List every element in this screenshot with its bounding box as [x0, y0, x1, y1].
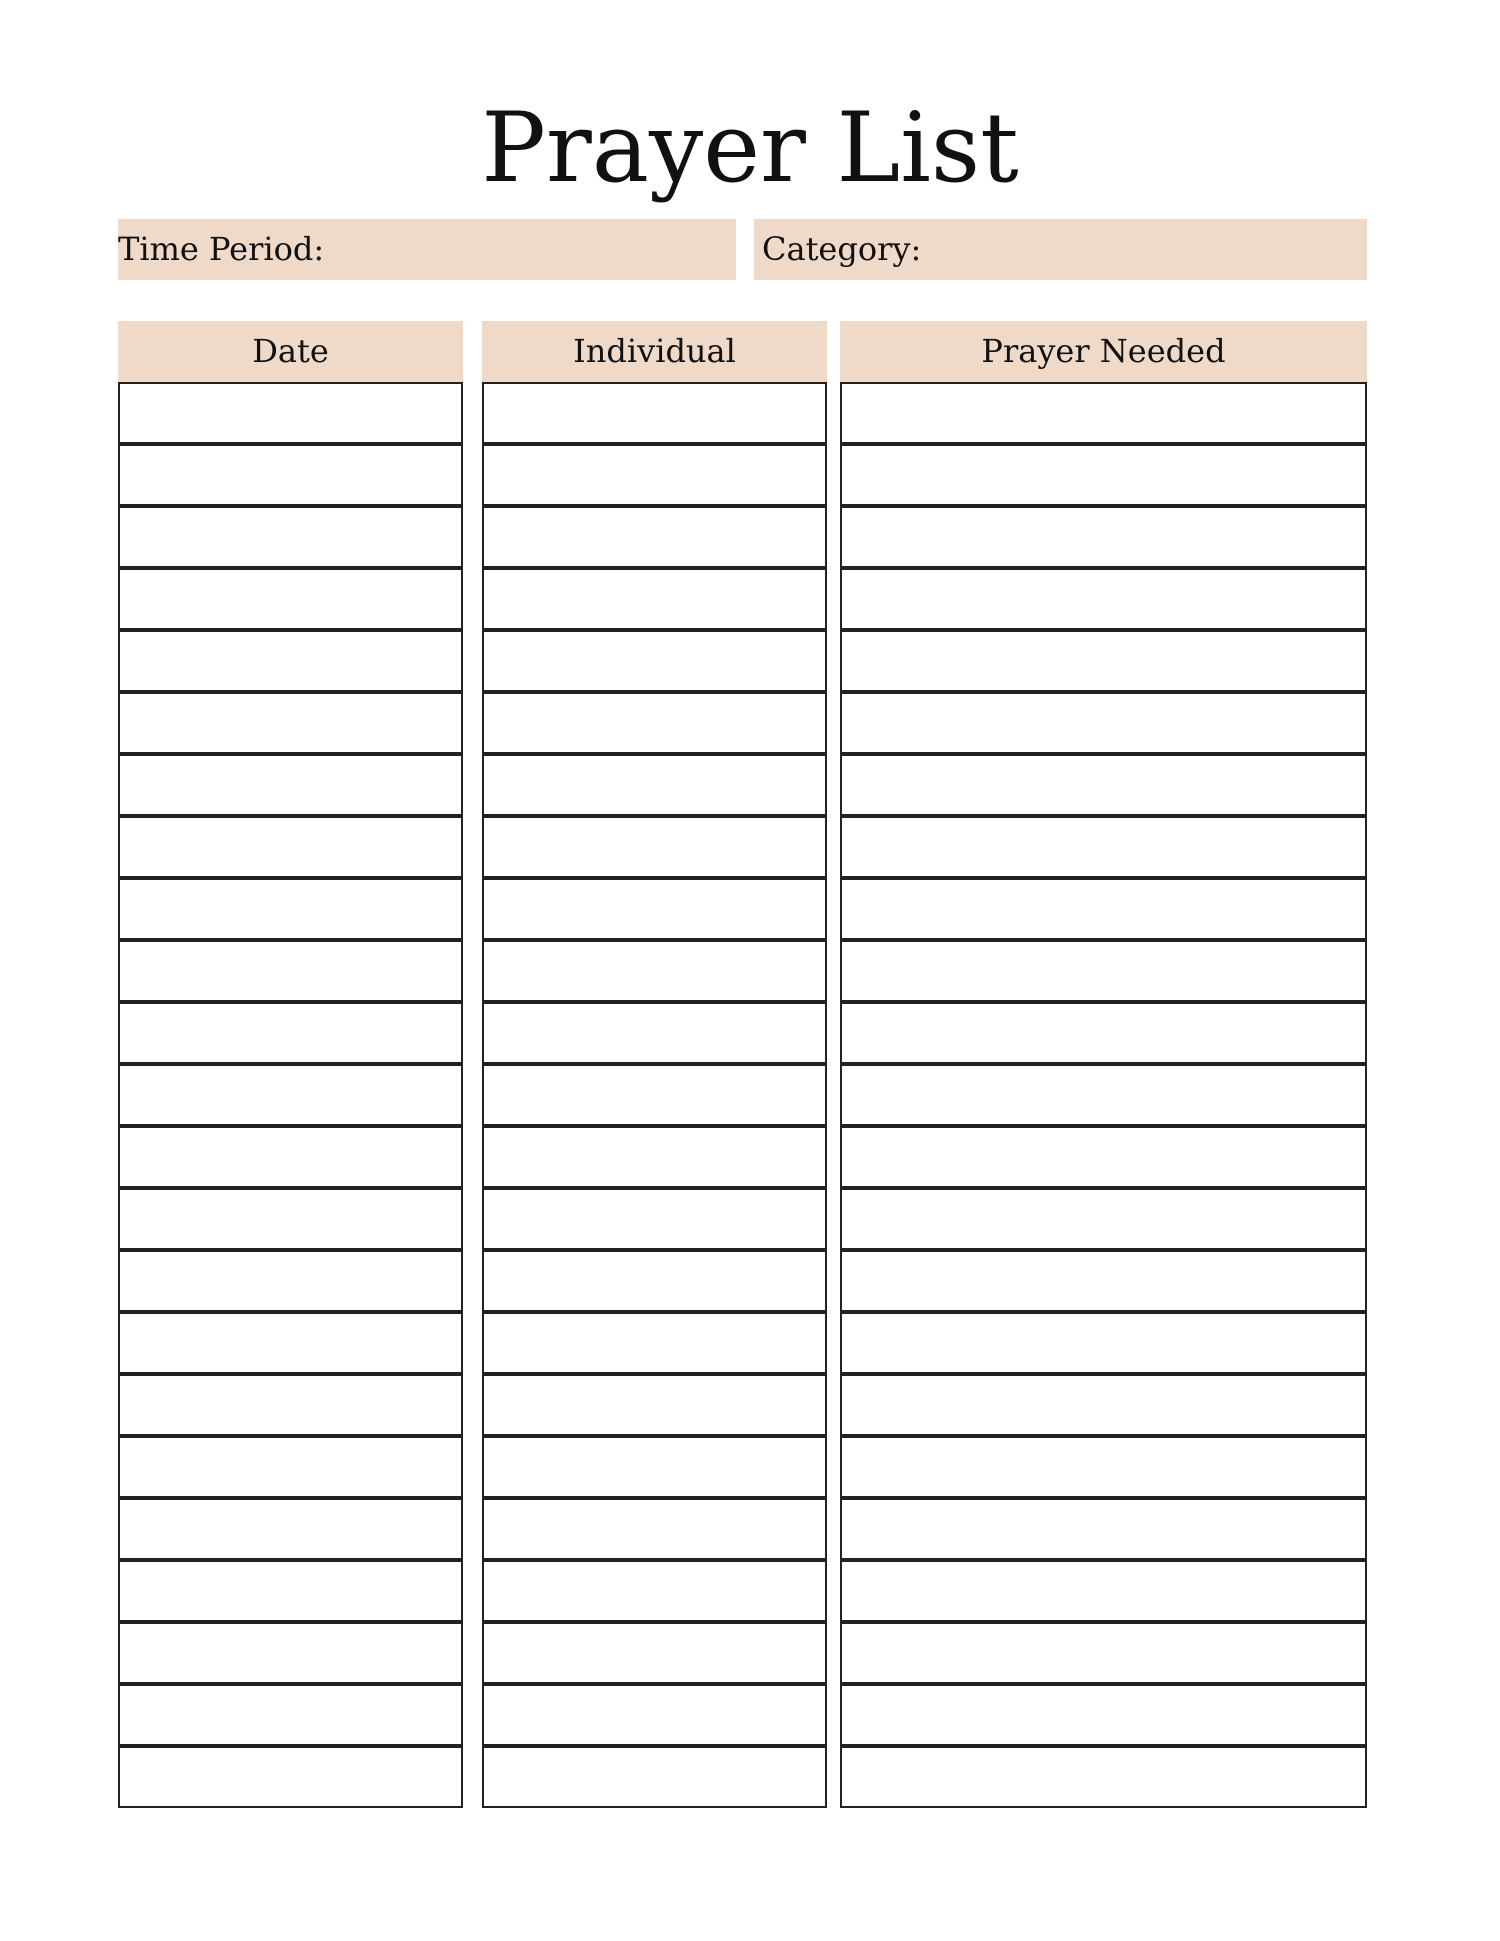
individual-cell[interactable] — [482, 1002, 827, 1064]
prayer-needed-cell[interactable] — [840, 754, 1367, 816]
date-cell[interactable] — [118, 1622, 463, 1684]
date-cell[interactable] — [118, 1746, 463, 1808]
date-column-header: Date — [118, 321, 463, 382]
individual-cell[interactable] — [482, 878, 827, 940]
prayer-needed-cell[interactable] — [840, 1250, 1367, 1312]
date-cell[interactable] — [118, 1436, 463, 1498]
date-cell[interactable] — [118, 1374, 463, 1436]
prayer-needed-cell[interactable] — [840, 506, 1367, 568]
individual-column — [482, 321, 827, 1808]
date-cell[interactable] — [118, 1064, 463, 1126]
individual-cell[interactable] — [482, 940, 827, 1002]
prayer-needed-cell[interactable] — [840, 382, 1367, 444]
prayer-needed-cell[interactable] — [840, 1560, 1367, 1622]
individual-cell[interactable] — [482, 1746, 827, 1808]
individual-cell[interactable] — [482, 1622, 827, 1684]
prayer-needed-cell[interactable] — [840, 444, 1367, 506]
date-cell[interactable] — [118, 1560, 463, 1622]
prayer-needed-cell[interactable] — [840, 630, 1367, 692]
date-cell[interactable] — [118, 1684, 463, 1746]
individual-cell[interactable] — [482, 1374, 827, 1436]
prayer-needed-column-header: Prayer Needed — [840, 321, 1367, 382]
date-cell[interactable] — [118, 940, 463, 1002]
individual-cell[interactable] — [482, 1250, 827, 1312]
prayer-needed-cells — [840, 382, 1367, 1808]
prayer-needed-cell[interactable] — [840, 1746, 1367, 1808]
prayer-needed-cell[interactable] — [840, 1064, 1367, 1126]
individual-cell[interactable] — [482, 1684, 827, 1746]
individual-cell[interactable] — [482, 444, 827, 506]
individual-cell[interactable] — [482, 1126, 827, 1188]
individual-cell[interactable] — [482, 1188, 827, 1250]
individual-cell[interactable] — [482, 816, 827, 878]
prayer-needed-cell[interactable] — [840, 878, 1367, 940]
individual-cell[interactable] — [482, 382, 827, 444]
prayer-needed-cell[interactable] — [840, 1188, 1367, 1250]
individual-cell[interactable] — [482, 692, 827, 754]
prayer-needed-cell[interactable] — [840, 1622, 1367, 1684]
category-field[interactable] — [754, 219, 1367, 280]
date-cell[interactable] — [118, 568, 463, 630]
individual-cell[interactable] — [482, 1436, 827, 1498]
date-cell[interactable] — [118, 444, 463, 506]
prayer-needed-cell[interactable] — [840, 1312, 1367, 1374]
individual-cells — [482, 382, 827, 1808]
prayer-needed-cell[interactable] — [840, 816, 1367, 878]
date-cell[interactable] — [118, 1312, 463, 1374]
page-title: Prayer List — [481, 92, 1019, 204]
date-cell[interactable] — [118, 1498, 463, 1560]
individual-cell[interactable] — [482, 1064, 827, 1126]
prayer-needed-cell[interactable] — [840, 568, 1367, 630]
prayer-needed-cell[interactable] — [840, 692, 1367, 754]
date-cells — [118, 382, 463, 1808]
prayer-needed-cell[interactable] — [840, 1498, 1367, 1560]
date-cell[interactable] — [118, 754, 463, 816]
date-cell[interactable] — [118, 1250, 463, 1312]
time-period-label: Time Period: — [118, 230, 325, 268]
date-cell[interactable] — [118, 1188, 463, 1250]
prayer-needed-cell[interactable] — [840, 1002, 1367, 1064]
individual-cell[interactable] — [482, 630, 827, 692]
prayer-needed-column — [840, 321, 1367, 1808]
date-cell[interactable] — [118, 878, 463, 940]
prayer-needed-cell[interactable] — [840, 940, 1367, 1002]
prayer-needed-cell[interactable] — [840, 1126, 1367, 1188]
individual-cell[interactable] — [482, 568, 827, 630]
individual-cell[interactable] — [482, 1498, 827, 1560]
prayer-needed-cell[interactable] — [840, 1374, 1367, 1436]
individual-cell[interactable] — [482, 1312, 827, 1374]
category-label: Category: — [762, 230, 922, 268]
date-cell[interactable] — [118, 692, 463, 754]
prayer-needed-cell[interactable] — [840, 1684, 1367, 1746]
date-cell[interactable] — [118, 630, 463, 692]
date-cell[interactable] — [118, 506, 463, 568]
date-cell[interactable] — [118, 816, 463, 878]
date-cell[interactable] — [118, 1126, 463, 1188]
date-column — [118, 321, 463, 1808]
individual-cell[interactable] — [482, 1560, 827, 1622]
date-cell[interactable] — [118, 382, 463, 444]
time-period-field[interactable] — [118, 219, 736, 280]
individual-cell[interactable] — [482, 506, 827, 568]
prayer-needed-cell[interactable] — [840, 1436, 1367, 1498]
date-cell[interactable] — [118, 1002, 463, 1064]
individual-column-header: Individual — [482, 321, 827, 382]
individual-cell[interactable] — [482, 754, 827, 816]
